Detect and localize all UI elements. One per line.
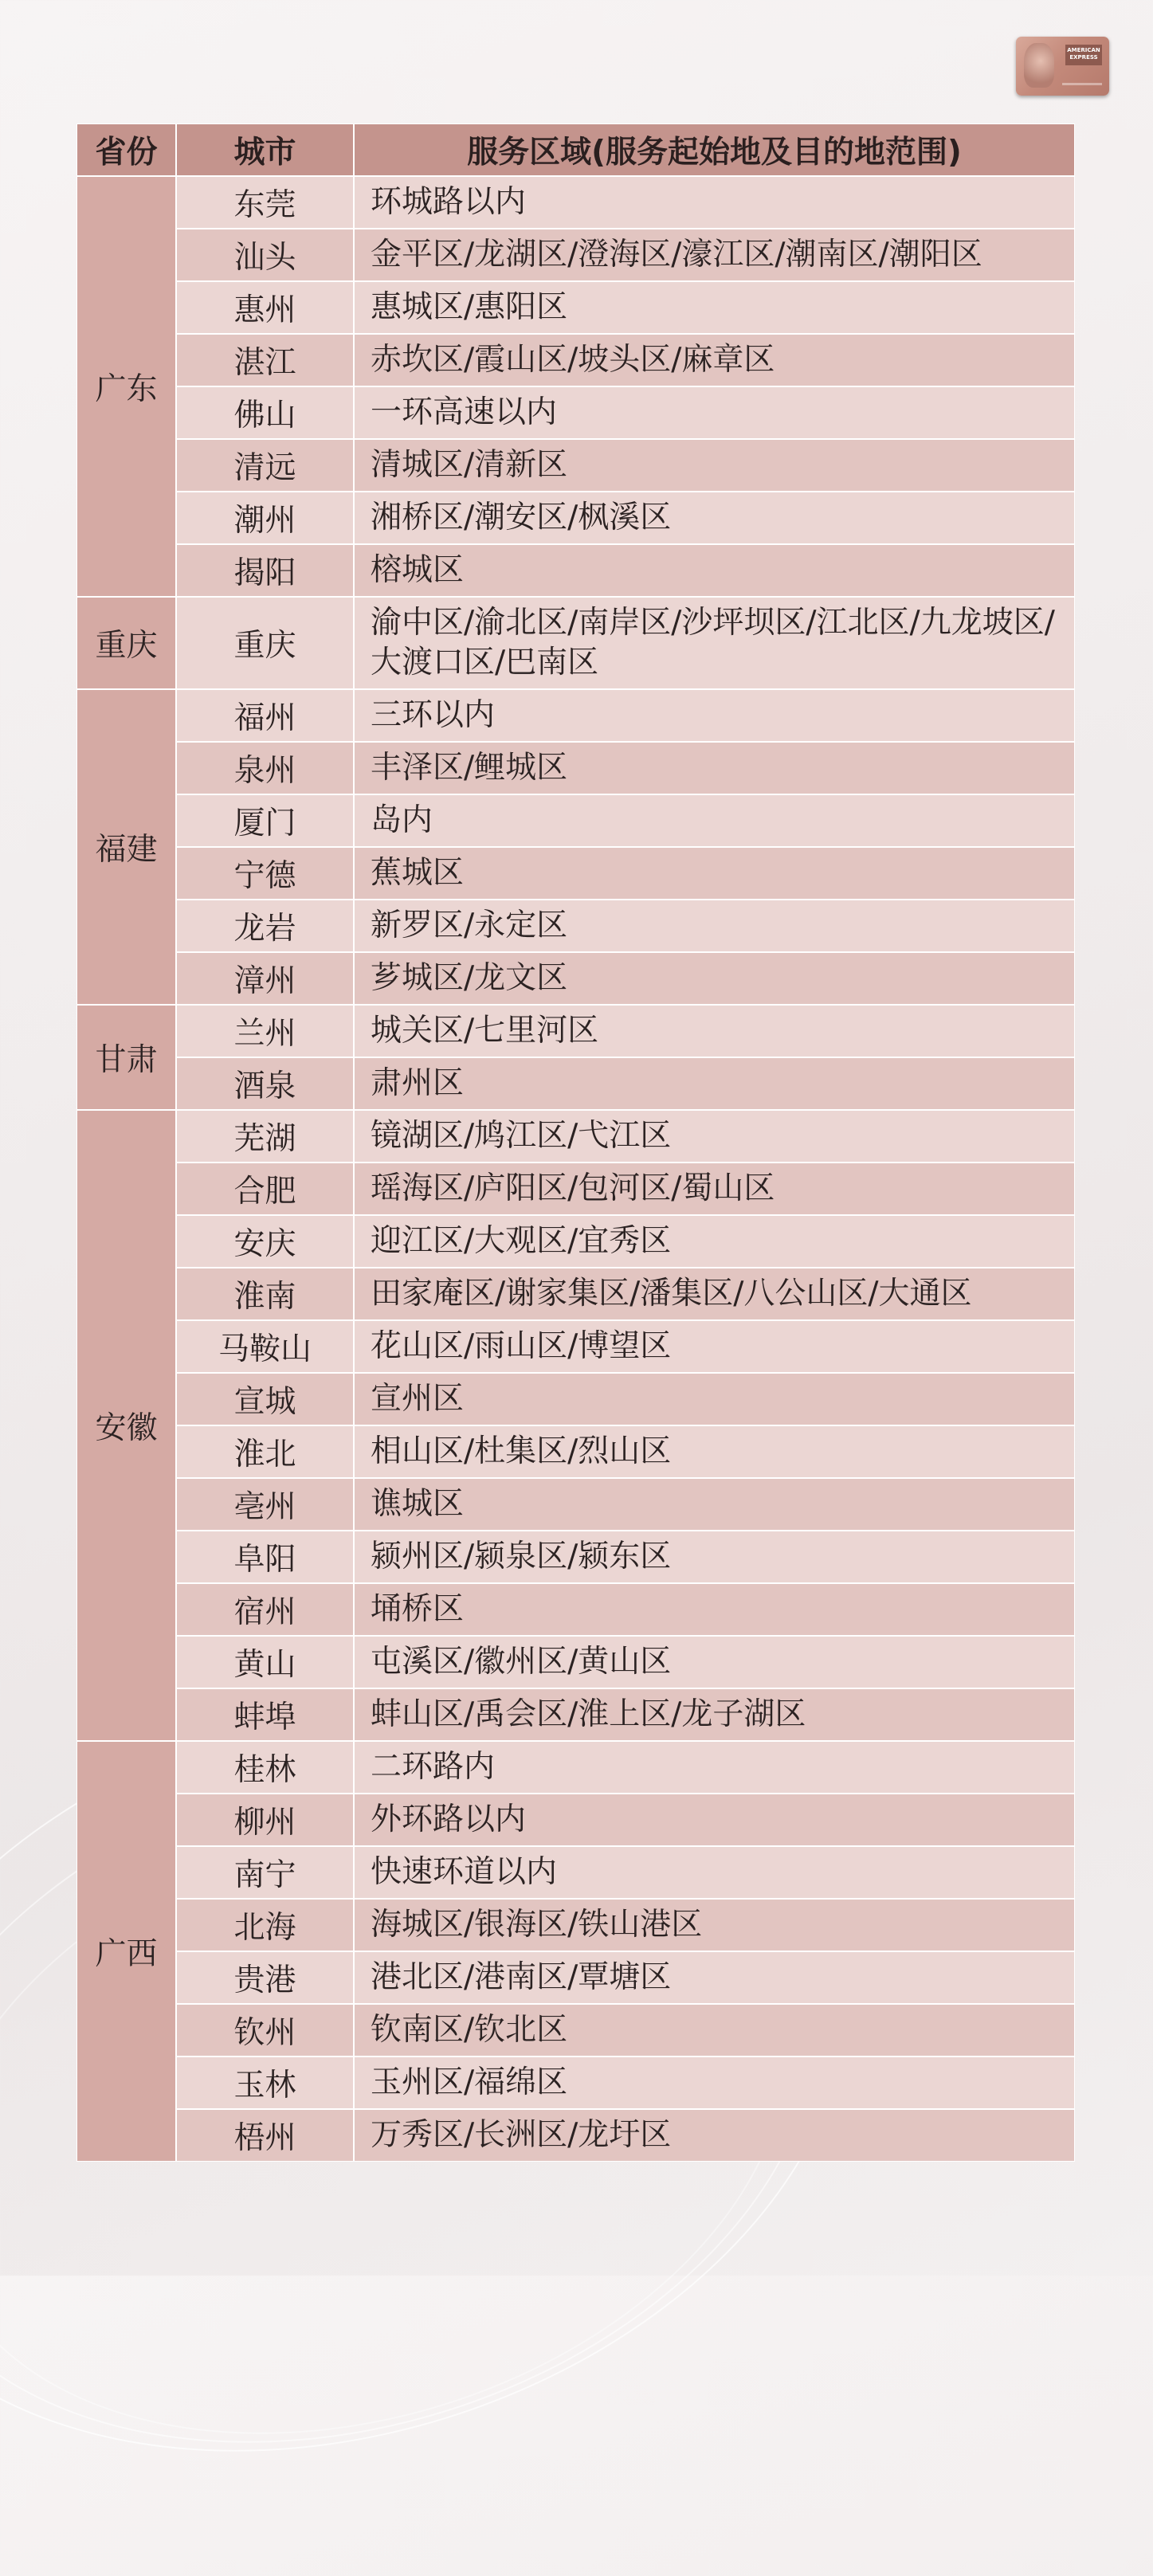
city-cell: 贵港 xyxy=(176,1951,354,2004)
service-area-table xyxy=(76,124,1075,2162)
area-cell: 岛内 xyxy=(354,794,1075,847)
header-city: 城市 xyxy=(176,124,354,176)
city-cell: 宣城 xyxy=(176,1373,354,1425)
table-row xyxy=(176,900,1075,952)
province-cell: 甘肃 xyxy=(76,1005,176,1110)
table-row xyxy=(176,1005,1075,1057)
area-cell: 蕉城区 xyxy=(354,847,1075,900)
city-cell: 湛江 xyxy=(176,334,354,386)
city-cell: 淮南 xyxy=(176,1268,354,1320)
table-row xyxy=(176,689,1075,742)
area-cell: 田家庵区/谢家集区/潘集区/八公山区/大通区 xyxy=(354,1268,1075,1320)
area-cell: 相山区/杜集区/烈山区 xyxy=(354,1425,1075,1478)
city-cell: 泉州 xyxy=(176,742,354,794)
table-row xyxy=(176,952,1075,1005)
area-cell: 惠城区/惠阳区 xyxy=(354,281,1075,334)
province-cell: 安徽 xyxy=(76,1110,176,1741)
area-cell: 榕城区 xyxy=(354,544,1075,597)
city-cell: 潮州 xyxy=(176,492,354,544)
table-row xyxy=(176,2109,1075,2162)
city-cell: 龙岩 xyxy=(176,900,354,952)
table-row xyxy=(176,1215,1075,1268)
table-row xyxy=(176,1057,1075,1110)
area-cell: 迎江区/大观区/宜秀区 xyxy=(354,1215,1075,1268)
table-row xyxy=(176,597,1075,689)
area-cell: 屯溪区/徽州区/黄山区 xyxy=(354,1636,1075,1688)
area-cell: 钦南区/钦北区 xyxy=(354,2004,1075,2056)
table-row xyxy=(176,794,1075,847)
city-cell: 黄山 xyxy=(176,1636,354,1688)
table-row xyxy=(176,1741,1075,1794)
area-cell: 芗城区/龙文区 xyxy=(354,952,1075,1005)
table-row xyxy=(176,439,1075,492)
table-row xyxy=(176,1163,1075,1215)
table-row xyxy=(176,2056,1075,2109)
area-cell: 渝中区/渝北区/南岸区/沙坪坝区/江北区/九龙坡区/大渡口区/巴南区 xyxy=(354,597,1075,689)
province-group xyxy=(76,1741,1075,2162)
province-group xyxy=(76,176,1075,597)
city-cell: 汕头 xyxy=(176,229,354,281)
area-cell: 一环高速以内 xyxy=(354,386,1075,439)
city-cell: 重庆 xyxy=(176,597,354,689)
table-row xyxy=(176,1688,1075,1741)
city-cell: 宿州 xyxy=(176,1583,354,1636)
area-cell: 花山区/雨山区/博望区 xyxy=(354,1320,1075,1373)
city-cell: 漳州 xyxy=(176,952,354,1005)
province-cell: 重庆 xyxy=(76,597,176,689)
city-cell: 钦州 xyxy=(176,2004,354,2056)
area-cell: 万秀区/长洲区/龙圩区 xyxy=(354,2109,1075,2162)
table-row xyxy=(176,1110,1075,1163)
table-row xyxy=(176,1268,1075,1320)
header-area: 服务区域(服务起始地及目的地范围) xyxy=(354,124,1075,176)
area-cell: 赤坎区/霞山区/坡头区/麻章区 xyxy=(354,334,1075,386)
province-group xyxy=(76,597,1075,689)
area-cell: 港北区/港南区/覃塘区 xyxy=(354,1951,1075,2004)
city-cell: 桂林 xyxy=(176,1741,354,1794)
city-cell: 厦门 xyxy=(176,794,354,847)
area-cell: 瑶海区/庐阳区/包河区/蜀山区 xyxy=(354,1163,1075,1215)
area-cell: 镜湖区/鸠江区/弋江区 xyxy=(354,1110,1075,1163)
area-cell: 二环路内 xyxy=(354,1741,1075,1794)
header-province: 省份 xyxy=(76,124,176,176)
table-row xyxy=(176,1583,1075,1636)
table-row xyxy=(176,1425,1075,1478)
card-portrait xyxy=(1024,43,1054,88)
area-cell: 宣州区 xyxy=(354,1373,1075,1425)
city-cell: 芜湖 xyxy=(176,1110,354,1163)
table-row xyxy=(176,281,1075,334)
area-cell: 肃州区 xyxy=(354,1057,1075,1110)
area-cell: 颍州区/颍泉区/颍东区 xyxy=(354,1531,1075,1583)
city-cell: 安庆 xyxy=(176,1215,354,1268)
table-header xyxy=(76,124,1075,176)
city-cell: 南宁 xyxy=(176,1846,354,1899)
area-cell: 快速环道以内 xyxy=(354,1846,1075,1899)
area-cell: 丰泽区/鲤城区 xyxy=(354,742,1075,794)
city-cell: 佛山 xyxy=(176,386,354,439)
city-cell: 北海 xyxy=(176,1899,354,1951)
province-group xyxy=(76,1005,1075,1110)
table-row xyxy=(176,1846,1075,1899)
city-cell: 揭阳 xyxy=(176,544,354,597)
city-cell: 宁德 xyxy=(176,847,354,900)
city-cell: 玉林 xyxy=(176,2056,354,2109)
table-row xyxy=(176,1320,1075,1373)
city-cell: 东莞 xyxy=(176,176,354,229)
table-row xyxy=(176,1478,1075,1531)
city-cell: 梧州 xyxy=(176,2109,354,2162)
table-row xyxy=(176,1899,1075,1951)
province-group xyxy=(76,1110,1075,1741)
city-cell: 马鞍山 xyxy=(176,1320,354,1373)
city-cell: 亳州 xyxy=(176,1478,354,1531)
table-row xyxy=(176,1373,1075,1425)
city-cell: 兰州 xyxy=(176,1005,354,1057)
table-row xyxy=(176,1951,1075,2004)
table-row xyxy=(176,847,1075,900)
card-number-strip xyxy=(1062,83,1102,85)
area-cell: 玉州区/福绵区 xyxy=(354,2056,1075,2109)
province-group xyxy=(76,689,1075,1005)
area-cell: 谯城区 xyxy=(354,1478,1075,1531)
table-row xyxy=(176,229,1075,281)
area-cell: 蚌山区/禹会区/淮上区/龙子湖区 xyxy=(354,1688,1075,1741)
area-cell: 三环以内 xyxy=(354,689,1075,742)
city-cell: 福州 xyxy=(176,689,354,742)
area-cell: 外环路以内 xyxy=(354,1794,1075,1846)
city-cell: 淮北 xyxy=(176,1425,354,1478)
table-row xyxy=(176,1636,1075,1688)
table-row xyxy=(176,386,1075,439)
city-cell: 清远 xyxy=(176,439,354,492)
table-row xyxy=(176,334,1075,386)
province-cell: 福建 xyxy=(76,689,176,1005)
city-cell: 蚌埠 xyxy=(176,1688,354,1741)
area-cell: 湘桥区/潮安区/枫溪区 xyxy=(354,492,1075,544)
card-logo: AMERICAN EXPRESS xyxy=(1065,45,1102,65)
city-cell: 合肥 xyxy=(176,1163,354,1215)
credit-card-icon xyxy=(1016,37,1109,96)
city-cell: 酒泉 xyxy=(176,1057,354,1110)
table-row xyxy=(176,544,1075,597)
area-cell: 环城路以内 xyxy=(354,176,1075,229)
city-cell: 阜阳 xyxy=(176,1531,354,1583)
area-cell: 新罗区/永定区 xyxy=(354,900,1075,952)
table-row xyxy=(176,742,1075,794)
city-cell: 柳州 xyxy=(176,1794,354,1846)
table-body xyxy=(76,176,1075,2162)
table-row xyxy=(176,1794,1075,1846)
province-cell: 广西 xyxy=(76,1741,176,2162)
area-cell: 埇桥区 xyxy=(354,1583,1075,1636)
table-row xyxy=(176,1531,1075,1583)
area-cell: 清城区/清新区 xyxy=(354,439,1075,492)
province-cell: 广东 xyxy=(76,176,176,597)
area-cell: 海城区/银海区/铁山港区 xyxy=(354,1899,1075,1951)
city-cell: 惠州 xyxy=(176,281,354,334)
area-cell: 城关区/七里河区 xyxy=(354,1005,1075,1057)
area-cell: 金平区/龙湖区/澄海区/濠江区/潮南区/潮阳区 xyxy=(354,229,1075,281)
table-row xyxy=(176,176,1075,229)
table-row xyxy=(176,2004,1075,2056)
table-row xyxy=(176,492,1075,544)
